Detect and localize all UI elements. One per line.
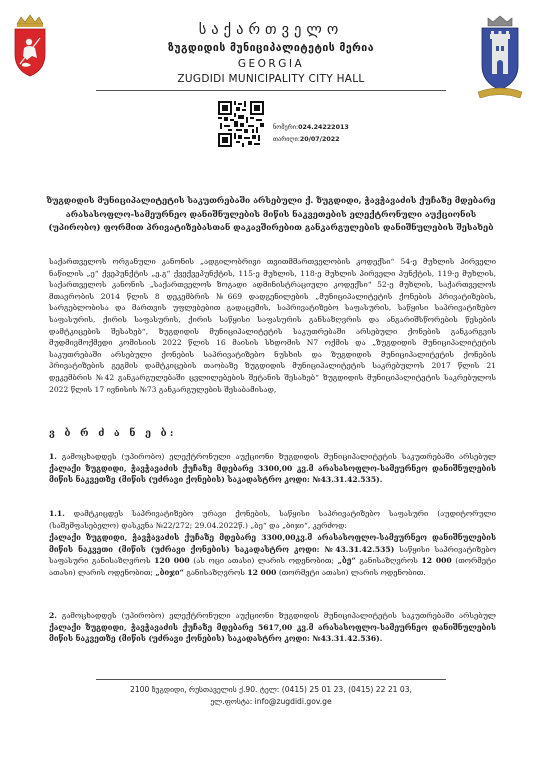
item-1 xyxy=(49,451,496,486)
deposit-amount: 12 000 xyxy=(421,556,452,566)
zugdidi-coat-of-arms-icon xyxy=(474,14,526,100)
bid-step-amount: 12 000 xyxy=(247,567,277,577)
country-name-georgian: საქართველო xyxy=(198,22,344,38)
item-1-1 xyxy=(49,508,496,531)
item-2-number: 2. xyxy=(49,611,57,620)
detail-text-2: (ას ოცი ათასი) ლარის ოდენობით; xyxy=(193,556,335,566)
document-header xyxy=(0,0,542,96)
georgia-coat-of-arms-icon xyxy=(12,14,48,78)
detail-text-3: განისაზღვროს xyxy=(359,556,418,566)
footer-email[interactable]: ელ.ფოსტა: info@zugdidi.gov.ge xyxy=(210,697,332,706)
decision-heading: ვ ბ რ ძ ა ნ ე ბ: xyxy=(49,428,177,439)
registration-date xyxy=(273,136,340,143)
registration-date-label: თარიღი: xyxy=(273,136,300,143)
registration-number xyxy=(273,124,349,131)
starting-price: 120 000 xyxy=(154,556,190,566)
footer-divider xyxy=(96,679,446,680)
item-1-1-number: 1.1. xyxy=(49,509,65,518)
document-title: ზუგდიდის მუნიციპალიტეტის საკუთრებაში არსებული ქ. ზუგდიდი, ჭავჭავაძის ქუჩაზე მდებარე არასასოფლო-სამეურნეო დანიშნულების მიწის ნაკვეთების ელექტრონული აუქციონის (უპირობო) ფორმით პრივატიზებასთან დაკავშირებით განკარგულების დანიშნულების შესახებ xyxy=(46,195,496,233)
registration-number-value: 024.24222013 xyxy=(298,124,349,131)
item-1-number: 1. xyxy=(49,452,57,461)
item-2-bold: ქალაქი ზუგდიდი, ჭავჭავაძის ქუჩაზე მდებარე 5617,00 კვ.მ არასასოფლო-სამეურნეო დანიშნულების მიწის ნაკვეთზე (მიწის (უძრავი ქონების) საკადასტრო კოდი: №43.31.42.536). xyxy=(49,622,496,644)
item-2 xyxy=(49,610,496,645)
intro-paragraph: საქართველოს ორგანული კანონის „ადგილობრივი თვითმმართველობის კოდექსი“ 54-ე მუხლის პირველი ნაწილის „ე“ ქვეპუნქტის „ე.გ“ ქვექვეპუნქტის, 115-ე მუხლის, 118-ე მუხლის პირველი პუნქტის, 119-ე მუხლის, საქართველოს კანონის „საქართველოს ზოგადი ადმინისტრაციული კოდექსი“ 52-ე მუხლის, საქართველოს მთავრობის 2014 წლის 8 დეკემბრის №669 დადგენილების „მუნიციპალიტეტის ქონების პრივატიზების, სარგებლობისა და მართვის უფლებებით გადაცემის, საპრივატიზებო საფასურის, საწყისი საპრივატიზებო საფასურის, ქირის საფასურის, ქირის საწყისი საფასურის განსაზღვრის და ანგარიშსწორების წესების დამტკიცების შესახებ“, ზუგდიდის მუნიციპალიტეტის საკუთრებაში არსებული ქონების განკარგვის მუდმივმოქმედი კომისიის 2022 წლის 16 მაისის სხდომის N7 ოქმის და „ზუგდიდის მუნიციპალიტეტის საკუთრებაში არსებული ქონების საპრივატიზებო ნუსხის და ზუგდიდის მუნიციპალიტეტის ქონების პრივატიზების გეგმის დამტკიცების თაობაზე ზუგდიდის მუნიციპალიტეტის საკრებულოს 2017 წლის 21 დეკემბრის №42 განკარგულებაში ცვლილებების შეტანის შესახებ“ ზუგდიდის მუნიციპალიტეტის საკრებულოს 2022 წლის 17 ივნისის №73 განკარგულების შესაბამისად, xyxy=(49,257,496,394)
detail-text-5: განისაზღვროს xyxy=(186,567,245,577)
country-name-english: GEORGIA xyxy=(237,58,305,70)
item-1-bold: ქალაქი ზუგდიდი, ჭავჭავაძის ქუჩაზე მდებარე 3300,00 კვ.მ არასასოფლო-სამეურნეო დანიშნულების მიწის ნაკვეთზე (მიწის (უძრავი ქონების) საკადასტრო კოდი: №43.31.42.535). xyxy=(49,463,496,485)
detail-text-4: (თორმეტი ათასი) ლარის ოდენობით; xyxy=(49,556,496,577)
item-1-1-details xyxy=(49,532,496,578)
footer-address: 2100 ზუგდიდი, რუსთაველის ქ.90. ტელ: (0415) 25 01 23, (0415) 22 21 03, xyxy=(130,685,412,694)
deposit-label: „ბე“ xyxy=(337,556,356,566)
header-divider xyxy=(96,90,446,91)
detail-text-6: (თორმეტი ათასი) ლარის ოდენობით. xyxy=(278,567,426,577)
detail-text-1: საწყისი საპრივატიზებო საფასური განისაზღვროს xyxy=(49,544,496,566)
municipality-name-georgian: ზუგდიდის მუნიციპალიტეტის მერია xyxy=(167,42,375,54)
registration-number-label: ნომერი: xyxy=(273,124,299,131)
property-description: ქალაქი ზუგდიდი, ჭავჭავაძის ქუჩაზე მდებარე 3300,00კვ.მ არასასოფლო-სამეურნეო დანიშნულების მიწის ნაკვეთი (მიწის (უძრავი ქონების) საკადასტრო კოდი: №43.31.42.535) xyxy=(49,533,496,554)
registration-date-value: 20/07/2022 xyxy=(299,136,340,143)
qr-code-icon xyxy=(218,101,264,147)
item-1-1-text: დამტკიცდეს საპრივატიზებო ურავი ქონების, საწყისი საპრივატიზებო საფასური (აუდიტორული (საშემფასებელო) დასკვნა №22/272; 29.04.2022წ.) „ბე“ და „ბიჯი“, კერძოდ: xyxy=(49,509,496,530)
municipality-name-english: ZUGDIDI MUNICIPALITY CITY HALL xyxy=(177,73,365,85)
item-1-text: გამოცხადდეს (უპირობო) ელექტრონული აუქციონი ზუგდიდის მუნიციპალიტეტის საკუთრებაში არსებულ xyxy=(61,452,496,461)
item-2-text: გამოცხადდეს (უპირობო) ელექტრონული აუქციონი ზუგდიდის მუნიციპალიტეტის საკუთრებაში არსებულ xyxy=(61,611,496,620)
bid-step-label: „ბიჯი“ xyxy=(155,567,184,577)
